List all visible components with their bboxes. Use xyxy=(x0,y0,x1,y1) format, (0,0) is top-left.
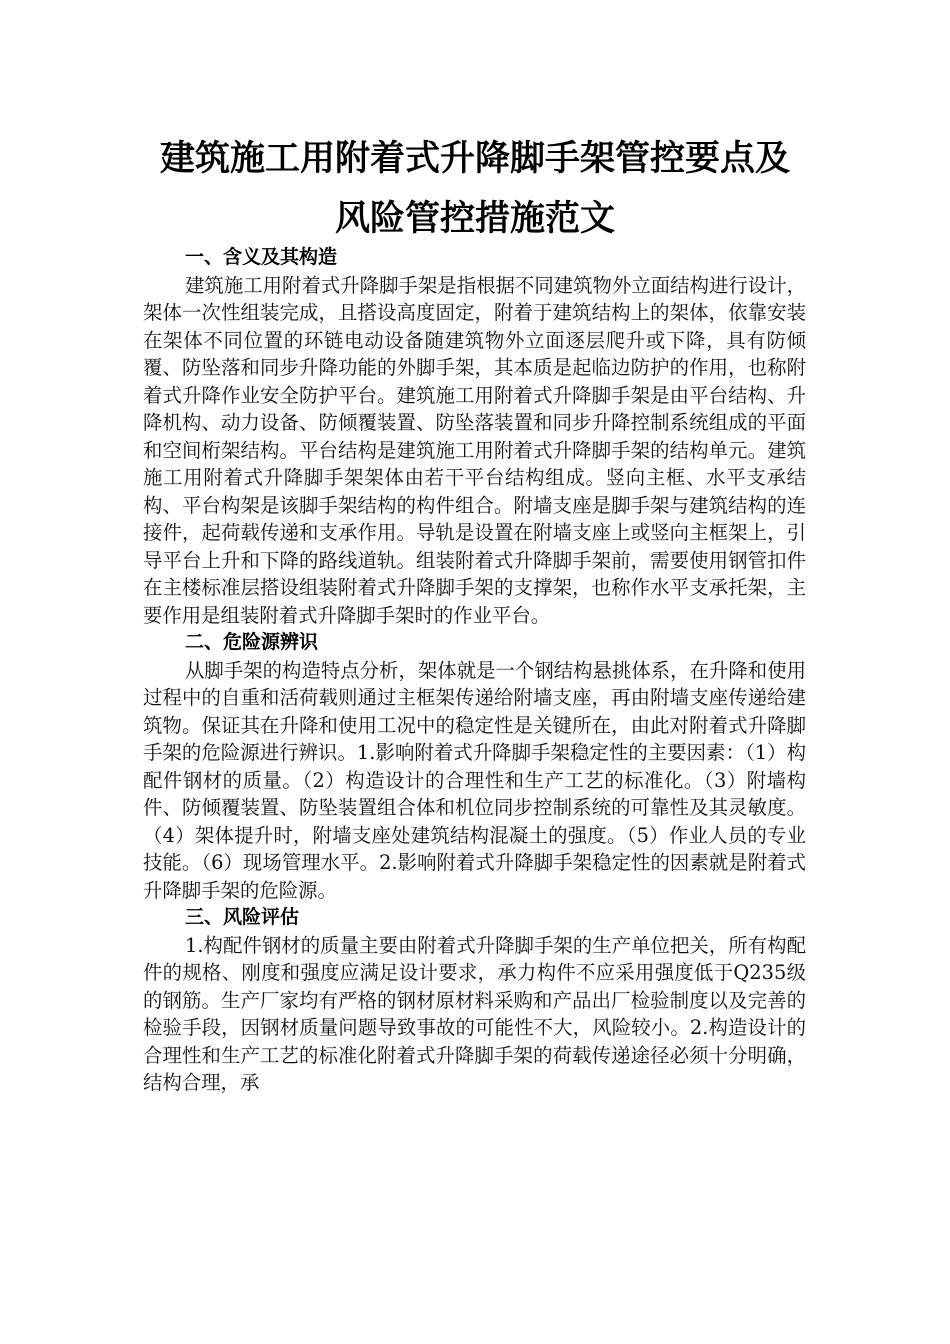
section-heading: 三、风险评估 xyxy=(185,906,300,928)
section-paragraph: 从脚手架的构造特点分析，架体就是一个钢结构悬挑体系，在升降和使用过程中的自重和活荷载则通过主框架传递给附墙支座，再由附墙支座传递给建筑物。保证其在升降和使用工况中的稳定性是关键所在，由此对附着式升降脚手架的危险源进行辨识。1.影响附着式升降脚手架稳定性的主要因素：（1）构配件钢材的质量。（2）构造设计的合理性和生产工艺的标准化。（3）附墙构件、防倾覆装置、防坠装置组合体和机位同步控制系统的可靠性及其灵敏度。（4）架体提升时，附墙支座处建筑结构混凝土的强度。（5）作业人员的专业技能。（6）现场管理水平。2.影响附着式升降脚手架稳定性的因素就是附着式升降脚手架的危险源。 xyxy=(143,658,806,902)
document-body xyxy=(143,244,806,1097)
document-title-line-2: 风险管控措施范文 xyxy=(334,199,615,239)
section-risk-assessment xyxy=(143,904,806,1097)
section-paragraph: 建筑施工用附着式升降脚手架是指根据不同建筑物外立面结构进行设计，架体一次性组装完成，且搭设高度固定，附着于建筑结构上的架体，依靠安装在架体不同位置的环链电动设备随建筑物外立面逐层爬升或下降，具有防倾覆、防坠落和同步升降功能的外脚手架，其本质是起临边防护的作用，也称附着式升降作业安全防护平台。建筑施工用附着式升降脚手架是由平台结构、升降机构、动力设备、防倾覆装置、防坠落装置和同步升降控制系统组成的平面和空间桁架结构。平台结构是建筑施工用附着式升降脚手架的结构单元。建筑施工用附着式升降脚手架架体由若干平台结构组成。竖向主框、水平支承结构、平台构架是该脚手架结构的构件组合。附墙支座是脚手架与建筑结构的连接件，起荷载传递和支承作用。导轨是设置在附墙支座上或竖向主框架上，引导平台上升和下降的路线道轨。组装附着式升降脚手架前，需要使用钢管扣件在主楼标准层搭设组装附着式升降脚手架的支撑架，也称作水平支承托架，主要作用是组装附着式升降脚手架时的作业平台。 xyxy=(143,273,806,627)
section-heading: 一、含义及其构造 xyxy=(185,246,338,268)
section-hazard-identification xyxy=(143,629,806,904)
section-definition xyxy=(143,244,806,629)
section-paragraph: 1.构配件钢材的质量主要由附着式升降脚手架的生产单位把关，所有构配件的规格、刚度和强度应满足设计要求，承力构件不应采用强度低于Q235级的钢筋。生产厂家均有严格的钢材原材料采购和产品出厂检验制度以及完善的检验手段，因钢材质量问题导致事故的可能性不大，风险较小。2.构造设计的合理性和生产工艺的标准化附着式升降脚手架的荷载传递途径必须十分明确，结构合理，承 xyxy=(143,933,806,1094)
section-heading: 二、危险源辨识 xyxy=(185,631,319,653)
document-title-line-1: 建筑施工用附着式升降脚手架管控要点及 xyxy=(159,139,790,179)
